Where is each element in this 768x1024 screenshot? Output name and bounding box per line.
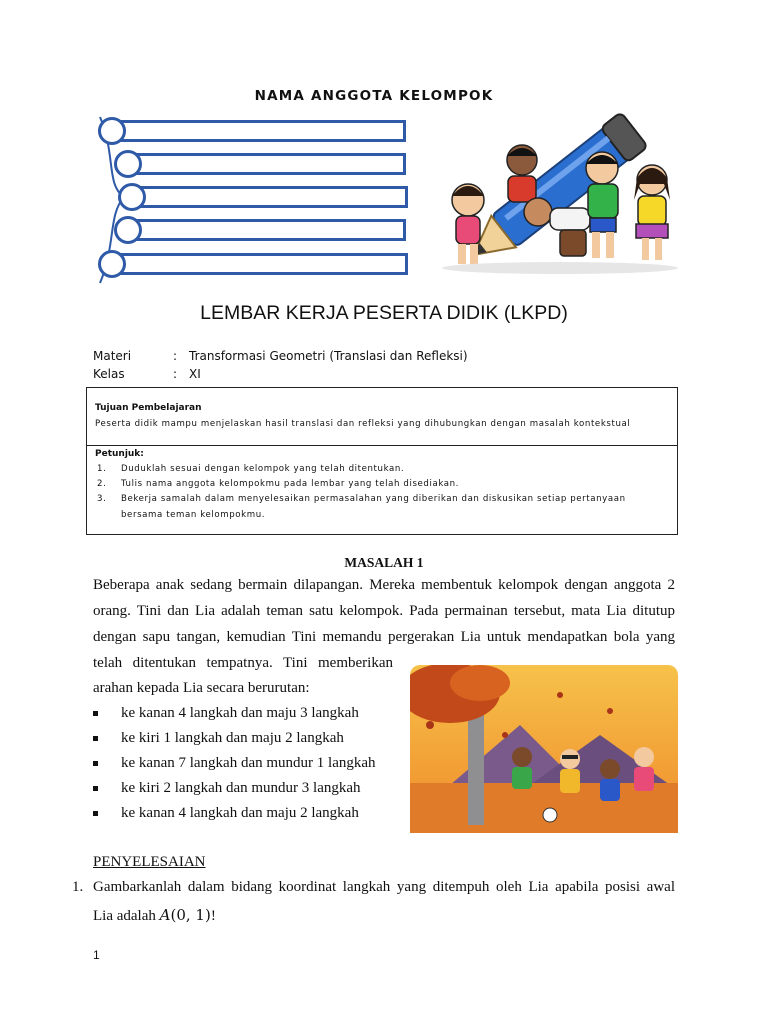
box-divider (87, 445, 677, 446)
bullet-square (93, 711, 98, 716)
page-title: LEMBAR KERJA PESERTA DIDIK (LKPD) (200, 302, 568, 324)
member-slot-5[interactable] (110, 253, 408, 275)
point-name: A (159, 906, 171, 924)
step-number: 2. (97, 479, 107, 489)
problem-line-5: arahan kepada Lia secara berurutan: (93, 680, 310, 696)
direction-text: ke kanan 7 langkah dan mundur 1 langkah (121, 755, 376, 771)
instructions-heading: Petunjuk: (95, 449, 144, 459)
step-text: Duduklah sesuai dengan kelompok yang telah ditentukan. (121, 464, 405, 474)
bullet-square (93, 761, 98, 766)
step-number: 3. (97, 494, 107, 504)
member-slot-4[interactable] (128, 219, 406, 241)
step-number: 1. (97, 464, 107, 474)
direction-text: ke kanan 4 langkah dan maju 3 langkah (121, 705, 359, 721)
member-name-list (96, 115, 416, 285)
materi-label: Materi (93, 349, 132, 363)
direction-text: ke kiri 2 langkah dan mundur 3 langkah (121, 780, 361, 796)
problem-line-4: telah ditentukan tempatnya. Tini memberikan (93, 655, 393, 671)
member-slot-2[interactable] (128, 153, 406, 175)
objectives-instructions-box (86, 387, 678, 535)
member-bullet-4 (114, 216, 142, 244)
solution-heading: PENYELESAIAN (93, 854, 206, 870)
point-coordinates: (0, 1) (170, 906, 211, 924)
problem-title: MASALAH 1 (344, 555, 424, 570)
problem-line-2: orang. Tini dan Lia adalah teman satu kelompok. Pada permainan tersebut, mata Lia ditutup (93, 603, 675, 619)
question-number: 1. (72, 879, 84, 895)
direction-text: ke kanan 4 langkah dan maju 2 langkah (121, 805, 359, 821)
member-bullet-3 (118, 183, 146, 211)
materi-separator: : (173, 349, 178, 363)
member-slot-3[interactable] (132, 186, 408, 208)
step-text: Bekerja samalah dalam menyelesaikan permasalahan yang diberikan dan diskusikan setiap pertanyaan (121, 494, 626, 504)
question-prefix: Lia adalah (93, 908, 160, 924)
member-bullet-2 (114, 150, 142, 178)
step-text-continuation: bersama teman kelompokmu. (121, 510, 266, 520)
member-bullet-5 (98, 250, 126, 278)
objectives-heading: Tujuan Pembelajaran (95, 403, 202, 413)
question-line-2 (93, 906, 216, 925)
kids-pencil-illustration (430, 100, 690, 275)
kelas-separator: : (173, 367, 178, 381)
bullet-square (93, 736, 98, 741)
problem-line-1: Beberapa anak sedang bermain dilapangan. Mereka membentuk kelompok dengan anggota 2 (93, 577, 675, 593)
question-suffix: ! (210, 908, 216, 924)
direction-text: ke kiri 1 langkah dan maju 2 langkah (121, 730, 344, 746)
member-slot-1[interactable] (110, 120, 406, 142)
group-members-title: NAMA ANGGOTA KELOMPOK (254, 88, 494, 104)
member-bullet-1 (98, 117, 126, 145)
kelas-value: XI (189, 367, 201, 381)
problem-line-3: dengan sapu tangan, kemudian Tini memandu pergerakan Lia untuk mendapatkan bola yang (93, 629, 675, 645)
bullet-square (93, 811, 98, 816)
children-autumn-scene-illustration (410, 665, 678, 833)
kelas-label: Kelas (93, 367, 125, 381)
question-line-1: Gambarkanlah dalam bidang koordinat langkah yang ditempuh oleh Lia apabila posisi awal (93, 879, 675, 895)
page-number: 1 (93, 948, 100, 962)
objectives-text: Peserta didik mampu menjelaskan hasil translasi dan refleksi yang dihubungkan dengan masalah kontekstual (95, 419, 631, 429)
materi-value: Transformasi Geometri (Translasi dan Refleksi) (189, 349, 468, 363)
step-text: Tulis nama anggota kelompokmu pada lembar yang telah disediakan. (121, 479, 459, 489)
bullet-square (93, 786, 98, 791)
